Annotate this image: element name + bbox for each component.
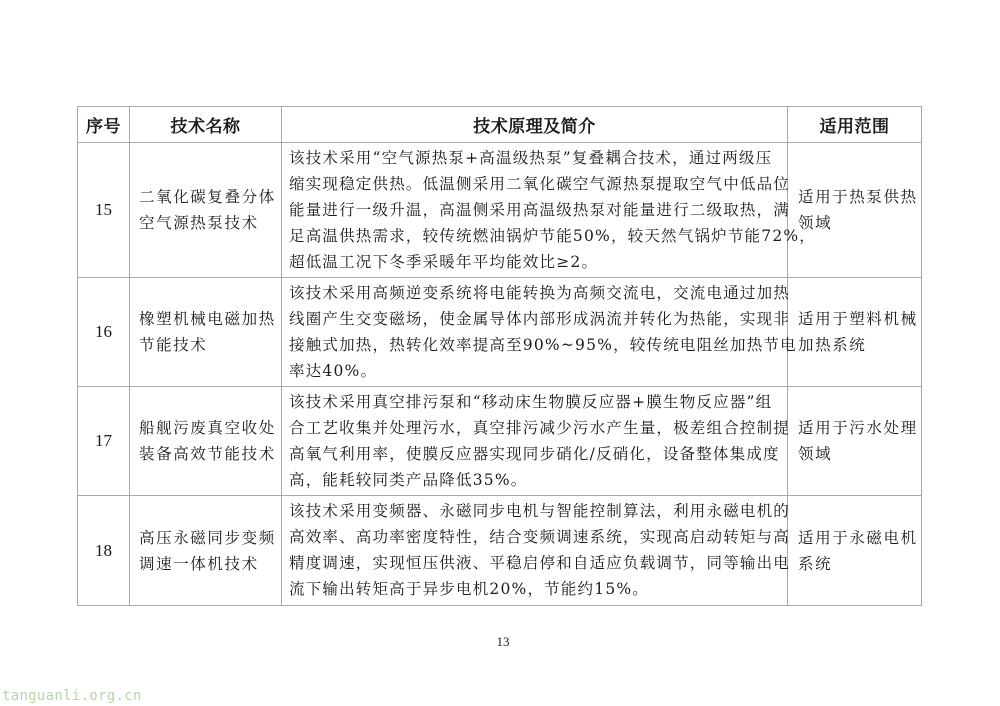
scope-line: 适用于热泵供热 [798,188,918,206]
header-desc: 技术原理及简介 [282,107,788,143]
desc-line: 合工艺收集并处理污水，真空排污减少污水产生量，极差组合控制提 [289,419,791,437]
header-scope: 适用范围 [788,107,922,143]
name-line: 调速一体机技术 [139,554,259,573]
desc-line: 高效率、高功率密度特性，结合变频调速系统，实现高启动转矩与高 [289,528,791,546]
desc-line: 超低温工况下冬季采暖年平均能效比≥2。 [289,253,599,271]
row-number: 18 [78,496,130,606]
technology-description [282,278,797,387]
desc-line: 该技术采用真空排污泵和“移动床生物膜反应器+膜生物反应器”组 [289,393,773,411]
desc-line: 高，能耗较同类产品降低35%。 [289,471,528,489]
scope-line: 领域 [798,214,833,232]
desc-line: 能量进行一级升温，高温侧采用高温级热泵对能量进行二级取热，满 [289,201,791,219]
desc-line: 缩实现稳定供热。低温侧采用二氧化碳空气源热泵提取空气中低品位 [289,175,791,193]
desc-line: 足高温供热需求，较传统燃油锅炉节能50%，较天然气锅炉节能72%， [289,227,817,245]
application-scope [788,496,922,606]
desc-line: 接触式加热，热转化效率提高至90%~95%，较传统电阻丝加热节电 [289,336,797,354]
header-no: 序号 [78,107,130,143]
scope-line: 加热系统 [798,336,867,354]
desc-line: 该技术采用变频器、永磁同步电机与智能控制算法，利用永磁电机的 [289,502,791,520]
table-row [78,143,922,278]
name-line: 装备高效节能技术 [139,445,276,463]
name-line: 节能技术 [139,336,208,354]
name-line: 二氧化碳复叠分体 [139,188,276,206]
table-header-row [78,107,922,143]
table-row [78,496,922,606]
table-row [78,387,922,496]
scope-line: 适用于塑料机械 [798,310,918,328]
table-row [78,278,922,387]
scope-line: 适用于污水处理 [798,419,918,437]
technology-description [282,387,791,496]
scope-line: 适用于永磁电机 [798,528,918,547]
technology-name [130,496,282,606]
application-scope [788,387,922,496]
application-scope [788,143,922,278]
desc-line: 该技术采用“空气源热泵+高温级热泵”复叠耦合技术，通过两级压 [289,149,773,167]
technology-name [130,278,282,387]
application-scope [788,278,922,387]
name-line: 船舰污废真空收处 [139,419,276,437]
desc-line: 高氧气利用率，使膜反应器实现同步硝化/反硝化，设备整体集成度 [289,445,780,463]
scope-line: 系统 [798,554,833,573]
row-number: 15 [78,143,130,278]
desc-line: 精度调速，实现恒压供液、平稳启停和自适应负载调节，同等输出电 [289,554,791,572]
technology-name [130,387,282,496]
desc-line: 流下输出转矩高于异步电机20%，节能约15%。 [289,580,650,598]
technology-name [130,143,282,278]
row-number: 16 [78,278,130,387]
name-line: 空气源热泵技术 [139,214,259,232]
page-number: 13 [496,634,510,649]
watermark: tanguanli.org.cn [2,688,142,704]
desc-line: 率达40%。 [289,362,378,380]
name-line: 高压永磁同步变频 [139,528,276,547]
header-name: 技术名称 [130,107,282,143]
technology-description [282,496,791,606]
desc-line: 该技术采用高频逆变系统将电能转换为高频交流电，交流电通过加热 [289,284,791,302]
scope-line: 领域 [798,445,833,463]
row-number: 17 [78,387,130,496]
name-line: 橡塑机械电磁加热 [139,310,276,328]
technology-table [77,106,922,606]
desc-line: 线圈产生交变磁场，使金属导体内部形成涡流并转化为热能，实现非 [289,310,791,328]
